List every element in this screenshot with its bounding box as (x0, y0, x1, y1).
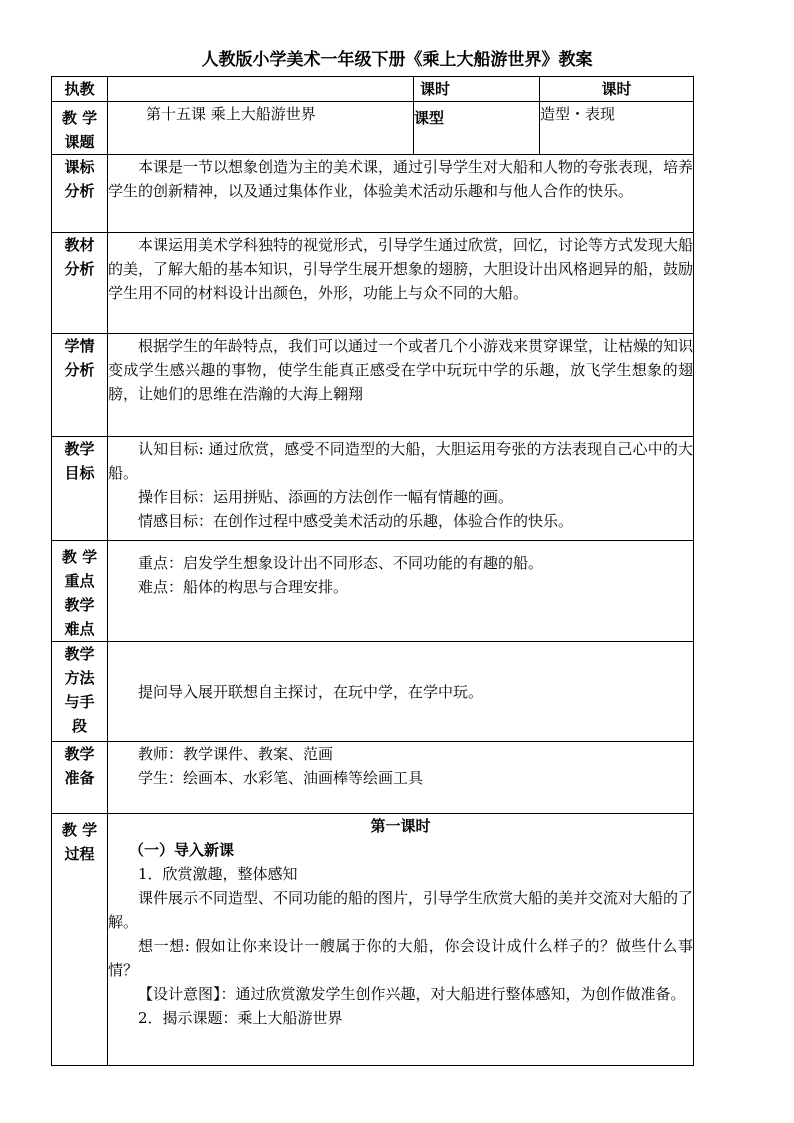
prep-teacher: 教师：教学课件、教案、范画 (138, 745, 334, 763)
students-label: 学情 分析 (52, 334, 108, 437)
students-row (52, 334, 694, 437)
lesson-hours-label-2: 课时 (540, 77, 694, 102)
period-heading: 第一课时 (370, 817, 431, 835)
process-paragraph-2: 想一想: 假如让你来设计一艘属于你的大船，你会设计成什么样子的？做些什么事情？ (108, 937, 693, 979)
lesson-plan-table (51, 76, 694, 1066)
step-2: 2．揭示课题：乘上大船游世界 (138, 1009, 343, 1027)
design-intent: 【设计意图】：通过欣赏激发学生创作兴趣，对大船进行整体感知，为创作做准备。 (138, 985, 686, 1003)
textbook-label: 教材 分析 (52, 233, 108, 334)
curriculum-label: 课标 分析 (52, 155, 108, 233)
process-content (108, 814, 694, 1066)
type-value: 造型・表现 (540, 102, 694, 155)
type-label: 课型 (414, 102, 540, 155)
topic-value: 第十五课 乘上大船游世界 (108, 102, 414, 155)
curriculum-text: 本课是一节以想象创造为主的美术课，通过引导学生对大船和人物的夸张表现，培养学生的创新精神，以及通过集体作业，体验美术活动乐趣和与他人合作的快乐。 (108, 155, 694, 233)
methods-text: 提问导入展开联想自主探讨，在玩中学，在学中玩。 (108, 642, 694, 742)
goals-content (108, 437, 694, 541)
goal-emotional: 情感目标：在创作过程中感受美术活动的乐趣，体验合作的快乐。 (138, 512, 574, 530)
methods-row (52, 642, 694, 742)
keypoints-row (52, 541, 694, 642)
teacher-label: 执教 (52, 77, 108, 102)
prep-label: 教学 准备 (52, 742, 108, 814)
key-point: 重点：启发学生想象设计出不同形态、不同功能的有趣的船。 (138, 554, 544, 572)
difficult-point: 难点：船体的构思与合理安排。 (138, 578, 349, 596)
process-row (52, 814, 694, 1066)
goals-row (52, 437, 694, 541)
textbook-row (52, 233, 694, 334)
keypoints-label: 教 学 重点 教学 难点 (52, 541, 108, 642)
topic-row (52, 102, 694, 155)
textbook-text: 本课运用美术学科独特的视觉形式，引导学生通过欣赏，回忆，讨论等方式发现大船的美，了解大船的基本知识，引导学生展开想象的翅膀，大胆设计出风格迥异的船，鼓励学生用不同的材料设计出颜色，外形，功能上与众不同的大船。 (108, 233, 694, 334)
step-1: 1．欣赏激趣，整体感知 (138, 865, 298, 883)
section-heading: （一）导入新课 (129, 841, 235, 859)
curriculum-row (52, 155, 694, 233)
process-label: 教 学 过程 (52, 814, 108, 1066)
process-paragraph-1: 课件展示不同造型、不同功能的船的图片，引导学生欣赏大船的美并交流对大船的了解。 (108, 889, 694, 931)
prep-content (108, 742, 694, 814)
topic-label: 教 学 课题 (52, 102, 108, 155)
methods-label: 教学 方法 与手 段 (52, 642, 108, 742)
keypoints-content (108, 541, 694, 642)
goal-cognitive: 认知目标: 通过欣赏，感受不同造型的大船，大胆运用夸张的方法表现自己心中的大船。 (108, 440, 693, 482)
goals-label: 教学 目标 (52, 437, 108, 541)
goal-operational: 操作目标：运用拼贴、添画的方法创作一幅有情趣的画。 (138, 488, 514, 506)
students-text: 根据学生的年龄特点，我们可以通过一个或者几个小游戏来贯穿课堂，让枯燥的知识变成学生感兴趣的事物，使学生能真正感受在学中玩玩中学的乐趣，放飞学生想象的翅膀，让她们的思维在浩瀚的大海上翱翔 (108, 334, 694, 437)
lesson-hours-label: 课时 (414, 77, 540, 102)
prep-row (52, 742, 694, 814)
teacher-value (108, 77, 414, 102)
prep-students: 学生：绘画本、水彩笔、油画棒等绘画工具 (138, 769, 424, 787)
header-row (52, 77, 694, 102)
page-title: 人教版小学美术一年级下册《乘上大船游世界》教案 (201, 50, 593, 70)
